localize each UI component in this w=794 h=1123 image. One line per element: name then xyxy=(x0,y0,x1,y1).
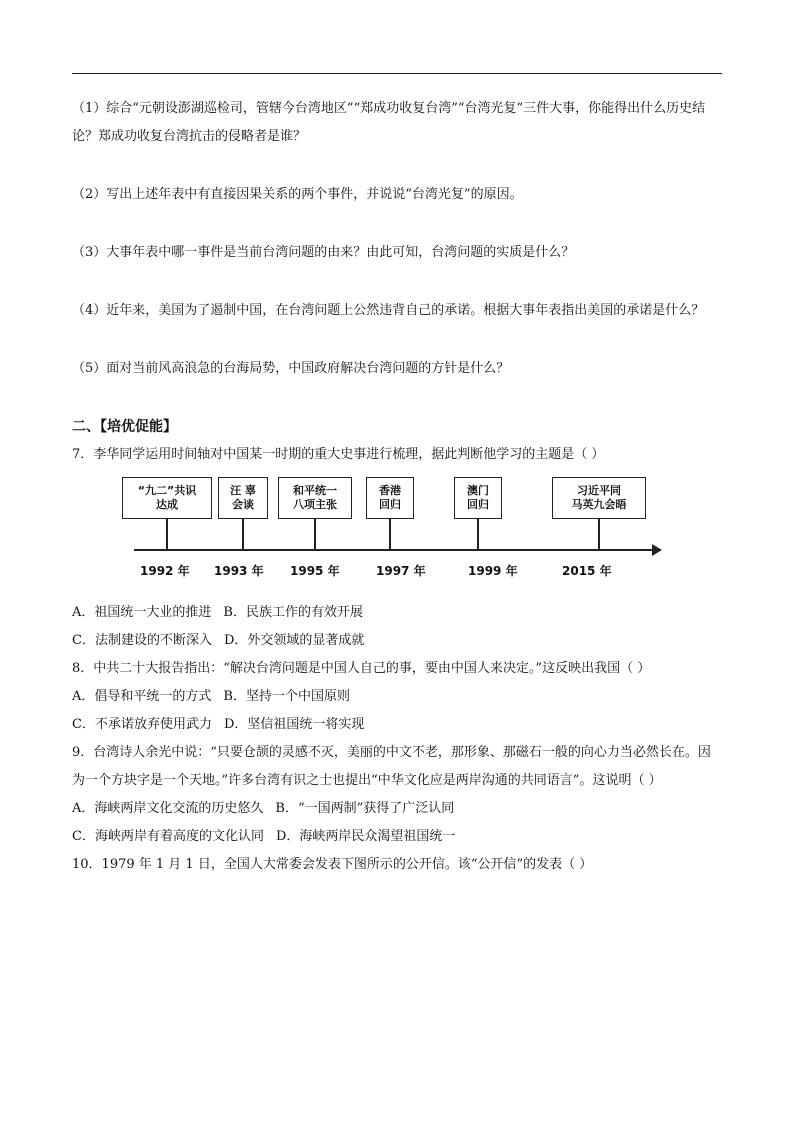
timeline-year: 1992 年 xyxy=(140,564,190,578)
timeline-stem xyxy=(242,519,244,549)
timeline-event-1995: 和平统一 八项主张 xyxy=(278,477,352,519)
subquestion-3: （3）大事年表中哪一事件是当前台湾问题的由来？由此可知，台湾问题的实质是什么？ xyxy=(72,245,575,260)
timeline-arrow-icon xyxy=(652,544,662,556)
subquestion-5: （5）面对当前风高浪急的台海局势，中国政府解决台湾问题的方针是什么？ xyxy=(72,361,510,376)
option-c[interactable]: C．海峡两岸有着高度的文化认同 xyxy=(72,829,264,844)
question-7-stem: 7．李华同学运用时间轴对中国某一时期的重大史事进行梳理，据此判断他学习的主题是（ ） xyxy=(72,447,605,462)
subquestion-4: （4）近年来，美国为了遏制中国，在台湾问题上公然违背自己的承诺。根据大事年表指出美国的承诺是什么？ xyxy=(72,303,705,318)
timeline-year: 2015 年 xyxy=(562,564,612,578)
section-heading: 二、【培优促能】 xyxy=(72,419,177,435)
question-9-stem: 9．台湾诗人余光中说：“只要仓颉的灵感不灭，美丽的中文不老，那形象、那磁石一般的向心力当必然长在。因为一个方块字是一个天地。”许多台湾有识之士也提出“中华文化应是两岸沟通的共同语言”。这说明（ ） xyxy=(72,745,711,788)
timeline-stem xyxy=(314,519,316,549)
timeline-stem xyxy=(389,519,391,549)
option-d[interactable]: D．海峡两岸民众渴望祖国统一 xyxy=(275,829,456,844)
option-a[interactable]: A．倡导和平统一的方式 xyxy=(72,689,212,704)
page-content xyxy=(72,95,722,879)
option-b[interactable]: B．坚持一个中国原则 xyxy=(223,689,350,704)
timeline-event-2015: 习近平同 马英九会晤 xyxy=(552,477,646,519)
option-a[interactable]: A．海峡两岸文化交流的历史悠久 xyxy=(72,801,264,816)
timeline-event-1997: 香港 回归 xyxy=(366,477,414,519)
timeline-event-1999: 澳门 回归 xyxy=(454,477,502,519)
question-8-stem: 8．中共二十大报告指出：“解决台湾问题是中国人自己的事，要由中国人来决定。”这反映出我国（ ） xyxy=(72,661,651,676)
option-d[interactable]: D．外交领域的显著成就 xyxy=(223,633,365,648)
timeline-year: 1999 年 xyxy=(468,564,518,578)
question-7-options xyxy=(72,627,722,655)
question-8-options xyxy=(72,711,722,739)
option-b[interactable]: B．民族工作的有效开展 xyxy=(223,605,363,620)
timeline-event-1993: 汪 辜 会谈 xyxy=(218,477,268,519)
question-8-options xyxy=(72,683,722,711)
question-9-options xyxy=(72,823,722,851)
header-rule xyxy=(72,73,722,74)
timeline-year: 1997 年 xyxy=(376,564,426,578)
question-9-options xyxy=(72,795,722,823)
timeline-event-1992: “九二”共识 达成 xyxy=(122,477,212,519)
subquestion-2: （2）写出上述年表中有直接因果关系的两个事件，并说说“台湾光复”的原因。 xyxy=(72,187,523,202)
option-b[interactable]: B．“一国两制”获得了广泛认同 xyxy=(275,801,455,816)
timeline-figure xyxy=(122,477,682,589)
timeline-stem xyxy=(598,519,600,549)
option-c[interactable]: C．不承诺放弃使用武力 xyxy=(72,717,212,732)
option-d[interactable]: D．坚信祖国统一将实现 xyxy=(223,717,365,732)
timeline-year: 1993 年 xyxy=(214,564,264,578)
timeline-stem xyxy=(477,519,479,549)
timeline-axis xyxy=(134,549,654,551)
question-7-options xyxy=(72,599,722,627)
timeline-stem xyxy=(166,519,168,549)
timeline-year: 1995 年 xyxy=(290,564,340,578)
subquestion-1: （1）综合“元朝设澎湖巡检司，管辖今台湾地区”“郑成功收复台湾”“台湾光复”三件大事，你能得出什么历史结论？郑成功收复台湾抗击的侵略者是谁？ xyxy=(72,101,706,144)
option-c[interactable]: C．法制建设的不断深入 xyxy=(72,633,212,648)
option-a[interactable]: A．祖国统一大业的推进 xyxy=(72,605,212,620)
question-10-stem: 10．1979 年 1 月 1 日，全国人大常委会发表下图所示的公开信。该“公开信”的发表（ ） xyxy=(72,857,593,872)
